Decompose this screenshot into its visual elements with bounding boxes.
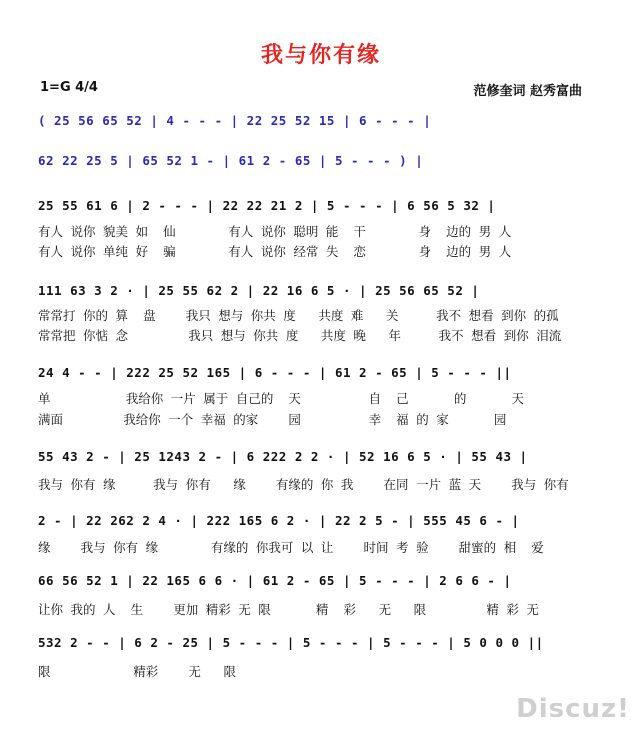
score-line-4: [30, 280, 615, 304]
score-line-3: [30, 195, 615, 219]
notation-text: 2 - | 22 262 2 4 · | 222 165 6 2 · | 22 2 5 - | 555 45 6 - |: [38, 513, 520, 528]
notation-text: 66 56 52 1 | 22 165 6 6 · | 61 2 - 65 | 5 - - - | 2 6 6 - |: [38, 573, 512, 588]
notation-text: 532 2 - - | 6 2 - 25 | 5 - - - | 5 - - - | 5 - - - | 5 0 0 0 ||: [38, 635, 544, 650]
score-line-9: [30, 632, 615, 656]
notation-text: 111 63 3 2 · | 25 55 62 2 | 22 16 6 5 · | 25 56 65 52 |: [38, 283, 480, 298]
lyric-line: 单 我给你 一片 属于 自己的 天 自 己 的 天: [38, 391, 524, 406]
score-line-7: [30, 510, 615, 534]
score-line-2: [30, 150, 615, 174]
notation-text: 62 22 25 5 | 65 52 1 - | 61 2 - 65 | 5 - - - ) |: [38, 153, 424, 168]
lyric-line: 限 精彩 无 限: [38, 664, 236, 679]
lyric-line: 有人 说你 貌美 如 仙 有人 说你 聪明 能 干 身 边的 男 人: [38, 224, 512, 239]
lyric-line: 常常把 你惦 念 我只 想与 你共 度 共度 晚 年 我不 想看 到你 泪流: [38, 328, 562, 343]
lyric-line: 满面 我给你 一个 幸福 的家 园 幸 福 的 家 园: [38, 412, 507, 427]
watermark-logo: Discuz!: [516, 694, 630, 724]
lyric-line: 让你 我的 人 生 更加 精彩 无 限 精 彩 无 限 精 彩 无: [38, 602, 539, 617]
song-credits: 范修奎词 赵秀富曲: [473, 84, 582, 99]
song-title: 我与你有缘: [260, 42, 381, 68]
lyric-line: 我与 你有 缘 我与 你有 缘 有缘的 你 我 在同 一片 蓝 天 我与 你有: [38, 477, 569, 492]
notation-text: 55 43 2 - | 25 1243 2 - | 6 222 2 2 · | 52 16 6 5 · | 55 43 |: [38, 449, 528, 464]
lyric-line: 有人 说你 单纯 好 骗 有人 说你 经常 失 恋 身 边的 男 人: [38, 244, 512, 259]
score-line-1: [30, 110, 615, 134]
lyric-line: 缘 我与 你有 缘 有缘的 你我可 以 让 时间 考 验 甜蜜的 相 爱: [38, 540, 544, 555]
notation-text: 24 4 - - | 222 25 52 165 | 6 - - - | 61 2 - 65 | 5 - - - ||: [38, 365, 512, 380]
score-line-8: [30, 570, 615, 594]
score-line-5: [30, 362, 615, 386]
notation-text: ( 25 56 65 52 | 4 - - - | 22 25 52 15 | 6 - - - |: [38, 113, 432, 128]
key-signature: 1=G 4/4: [40, 80, 98, 95]
notation-text: 25 55 61 6 | 2 - - - | 22 22 21 2 | 5 - - - | 6 56 5 32 |: [38, 198, 496, 213]
score-line-6: [30, 446, 615, 470]
lyric-line: 常常打 你的 算 盘 我只 想与 你共 度 共度 难 关 我不 想看 到你 的孤: [38, 308, 559, 323]
